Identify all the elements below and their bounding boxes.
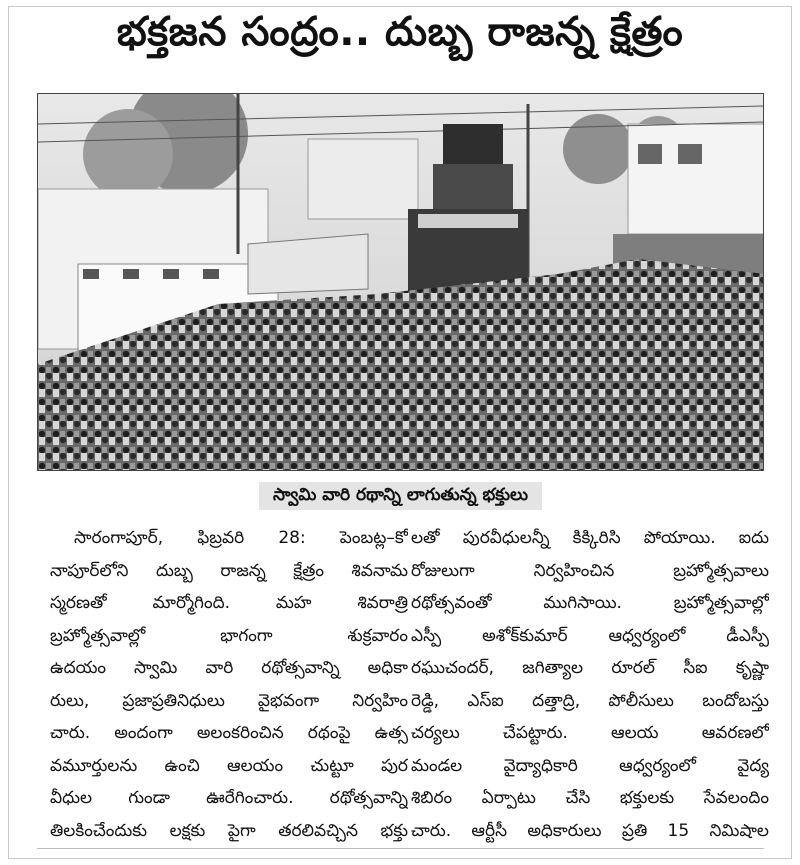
body-line: స్మరణతో మార్మోగింది. మహ శివరాత్రి [50,593,408,613]
photo-caption: స్వామి వారి రథాన్ని లాగుతున్న భక్తులు [259,482,542,510]
article-column-left [50,522,408,847]
body-line: వమూర్తులను ఉంచి ఆలయం చుట్టూ పుర [50,755,408,776]
body-line: రోజులుగా నిర్వహించిన బ్రహ్మోత్సవాలు [411,560,769,581]
article-column-right [411,522,769,847]
body-line: ఎస్పీ అశోక్‌కుమార్‌ ఆధ్వర్యంలో డీఎస్పీ [411,625,769,646]
body-line: శిబిరం ఏర్పాటు చేసి భక్తులకు సేవలందిం [411,788,769,808]
body-line: వీధుల గుండా ఊరేగించారు. రథోత్సవాన్ని [50,788,408,808]
body-line: రథోత్సవంతో ముగిసాయి. బ్రహ్మోత్సవాల్లో [411,593,769,613]
body-line: లతో పురవీధులన్నీ కిక్కిరిసి పోయాయి. ఐదు [411,528,769,548]
body-line: రఘుచందర్‌, జగిత్యాల రూరల్‌ సీఐ కృష్ణా [411,658,769,678]
body-line: బ్రహ్మోత్సవాల్లో భాగంగా శుక్రవారం [50,625,408,646]
bottom-divider [37,848,764,849]
body-line: రులు, ప్రజాప్రతినిధులు వైభవంగా నిర్వహిం [50,690,408,711]
body-line: చారు. అందంగా అలంకరించిన రథంపై ఉత్స [50,723,408,743]
photo-caption-area [37,476,764,510]
article-headline: భక్తజన సంద్రం.. దుబ్బ రాజన్న క్షేత్రం [116,9,684,55]
body-line: తిలకించేందుకు లక్షకు పైగా తరలివచ్చిన భక్తు [50,820,408,841]
body-line: ఉదయం స్వామి వారి రథోత్సవాన్ని అధికా [50,658,408,678]
body-line: రెడ్డి, ఎస్‌ఐ దత్తాద్రి, పోలీసులు బందోబస్తు [411,690,769,711]
chariot-festival-photo-icon [38,94,764,471]
body-line: చారు. ఆర్టీసీ అధికారులు ప్రతి 15 నిమిషాల [411,820,769,841]
article-photo [37,93,764,471]
body-line: చర్యలు చేపట్టారు. ఆలయ ఆవరణలో [411,723,769,743]
body-line: నాపూర్‌లోని దుబ్బ రాజన్న క్షేత్రం శివనామ [50,560,408,581]
body-line: మండల వైద్యాధికారి ఆధ్వర్యంలో వైద్య [411,755,769,776]
body-line: సారంగాపూర్‌, ఫిబ్రవరి 28: పెంబట్ల–కో [74,528,408,548]
